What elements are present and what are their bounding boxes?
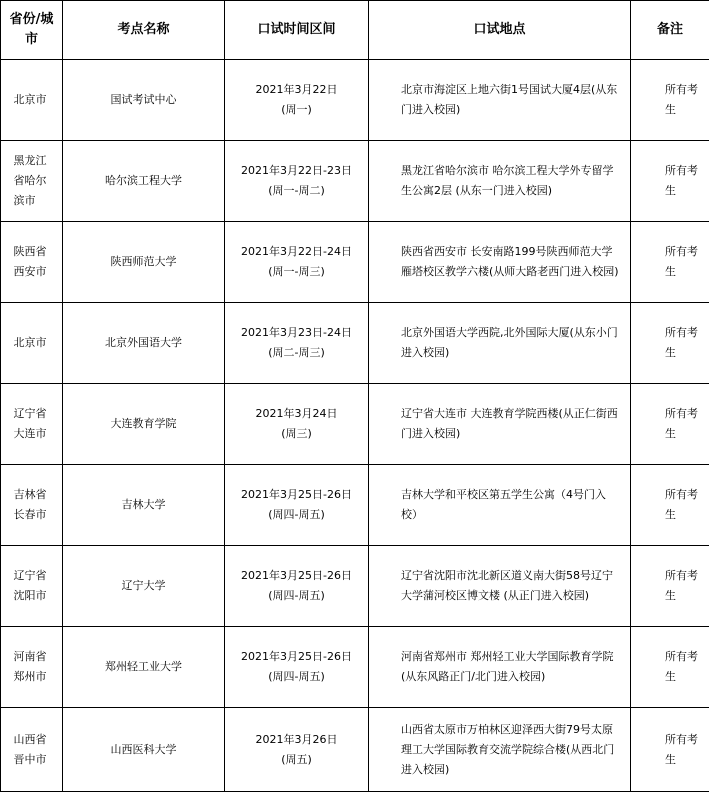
cell-location: 吉林大学和平校区第五学生公寓（4号门入校） bbox=[369, 465, 631, 546]
province-text: 山西省晋中市 bbox=[14, 730, 52, 770]
table-row bbox=[1, 60, 709, 141]
header-note: 备注 bbox=[631, 1, 709, 60]
table-row bbox=[1, 465, 709, 546]
cell-note: 所有考生 bbox=[631, 222, 709, 303]
time-weekday: (周三) bbox=[225, 424, 368, 444]
time-weekday: (周一) bbox=[225, 100, 368, 120]
cell-location: 陕西省西安市 长安南路199号陕西师范大学雁塔校区教学六楼(从师大路老西门进入校园) bbox=[369, 222, 631, 303]
time-date: 2021年3月25日-26日 bbox=[225, 566, 368, 586]
province-text: 河南省郑州市 bbox=[14, 647, 52, 687]
time-date: 2021年3月23日-24日 bbox=[225, 323, 368, 343]
time-weekday: (周四-周五) bbox=[225, 586, 368, 606]
table-row bbox=[1, 141, 709, 222]
cell-note: 所有考生 bbox=[631, 303, 709, 384]
table-row bbox=[1, 384, 709, 465]
time-date: 2021年3月25日-26日 bbox=[225, 485, 368, 505]
cell-site-name: 陕西师范大学 bbox=[63, 222, 225, 303]
header-location: 口试地点 bbox=[369, 1, 631, 60]
cell-province bbox=[1, 60, 63, 141]
cell-note: 所有考生 bbox=[631, 465, 709, 546]
table-header-row bbox=[1, 1, 709, 60]
province-text: 辽宁省沈阳市 bbox=[14, 566, 52, 606]
cell-time bbox=[225, 627, 369, 708]
cell-time bbox=[225, 303, 369, 384]
cell-location: 河南省郑州市 郑州轻工业大学国际教育学院(从东风路正门/北门进入校园) bbox=[369, 627, 631, 708]
province-text: 黑龙江省哈尔滨市 bbox=[14, 151, 52, 211]
cell-note: 所有考生 bbox=[631, 141, 709, 222]
cell-location: 辽宁省大连市 大连教育学院西楼(从正仁街西门进入校园) bbox=[369, 384, 631, 465]
table-row bbox=[1, 546, 709, 627]
cell-time bbox=[225, 465, 369, 546]
time-date: 2021年3月22日-24日 bbox=[225, 242, 368, 262]
province-text: 辽宁省大连市 bbox=[14, 404, 52, 444]
cell-site-name: 北京外国语大学 bbox=[63, 303, 225, 384]
cell-province bbox=[1, 546, 63, 627]
time-weekday: (周一-周三) bbox=[225, 262, 368, 282]
time-weekday: (周二-周三) bbox=[225, 343, 368, 363]
cell-site-name: 大连教育学院 bbox=[63, 384, 225, 465]
cell-site-name: 哈尔滨工程大学 bbox=[63, 141, 225, 222]
table-row bbox=[1, 222, 709, 303]
header-province: 省份/城市 bbox=[1, 1, 63, 60]
time-date: 2021年3月24日 bbox=[225, 404, 368, 424]
province-text: 北京市 bbox=[14, 333, 52, 353]
cell-site-name: 国试考试中心 bbox=[63, 60, 225, 141]
time-date: 2021年3月26日 bbox=[225, 730, 368, 750]
cell-time bbox=[225, 384, 369, 465]
cell-time bbox=[225, 546, 369, 627]
cell-site-name: 郑州轻工业大学 bbox=[63, 627, 225, 708]
time-date: 2021年3月25日-26日 bbox=[225, 647, 368, 667]
cell-time bbox=[225, 60, 369, 141]
cell-note: 所有考生 bbox=[631, 384, 709, 465]
time-date: 2021年3月22日-23日 bbox=[225, 161, 368, 181]
table-row bbox=[1, 303, 709, 384]
header-time-range: 口试时间区间 bbox=[225, 1, 369, 60]
table-row bbox=[1, 627, 709, 708]
cell-location: 辽宁省沈阳市沈北新区道义南大街58号辽宁大学蒲河校区博文楼 (从正门进入校园) bbox=[369, 546, 631, 627]
cell-note: 所有考生 bbox=[631, 708, 709, 792]
province-text: 北京市 bbox=[14, 90, 52, 110]
header-site-name: 考点名称 bbox=[63, 1, 225, 60]
cell-note: 所有考生 bbox=[631, 60, 709, 141]
cell-province bbox=[1, 708, 63, 792]
time-weekday: (周五) bbox=[225, 750, 368, 770]
cell-province bbox=[1, 303, 63, 384]
cell-province bbox=[1, 222, 63, 303]
cell-site-name: 辽宁大学 bbox=[63, 546, 225, 627]
province-text: 吉林省长春市 bbox=[14, 485, 52, 525]
cell-province bbox=[1, 384, 63, 465]
cell-location: 山西省太原市万柏林区迎泽西大街79号太原理工大学国际教育交流学院综合楼(从西北门进入校园) bbox=[369, 708, 631, 792]
cell-note: 所有考生 bbox=[631, 627, 709, 708]
cell-province bbox=[1, 627, 63, 708]
cell-site-name: 吉林大学 bbox=[63, 465, 225, 546]
time-date: 2021年3月22日 bbox=[225, 80, 368, 100]
cell-note: 所有考生 bbox=[631, 546, 709, 627]
cell-time bbox=[225, 141, 369, 222]
cell-location: 北京市海淀区上地六街1号国试大厦4层(从东门进入校园) bbox=[369, 60, 631, 141]
time-weekday: (周四-周五) bbox=[225, 667, 368, 687]
cell-province bbox=[1, 465, 63, 546]
table-row bbox=[1, 708, 709, 792]
cell-time bbox=[225, 708, 369, 792]
time-weekday: (周四-周五) bbox=[225, 505, 368, 525]
time-weekday: (周一-周二) bbox=[225, 181, 368, 201]
cell-location: 黑龙江省哈尔滨市 哈尔滨工程大学外专留学生公寓2层 (从东一门进入校园) bbox=[369, 141, 631, 222]
cell-location: 北京外国语大学西院,北外国际大厦(从东小门进入校园) bbox=[369, 303, 631, 384]
cell-time bbox=[225, 222, 369, 303]
cell-site-name: 山西医科大学 bbox=[63, 708, 225, 792]
cell-province bbox=[1, 141, 63, 222]
province-text: 陕西省西安市 bbox=[14, 242, 52, 282]
